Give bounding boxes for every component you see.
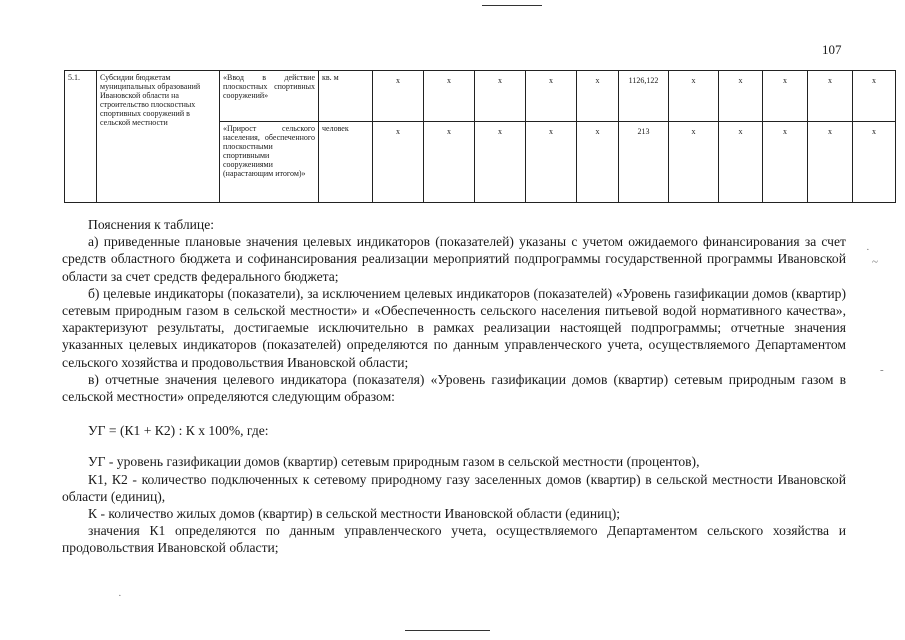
table-row [65,71,896,122]
value-cell: x [719,71,763,122]
page-number: 107 [822,42,842,57]
formula: УГ = (К1 + К2) : К х 100%, где: [88,423,269,439]
value-cell: x [424,71,475,122]
value-cell: x [669,122,719,203]
scan-speck: · [118,590,122,602]
scan-speck: - [880,364,884,376]
value-cell: x [577,122,619,203]
definition-k: К - количество жилых домов (квартир) в сельской местности Ивановской области (единиц); [88,506,621,522]
unit: кв. м [319,71,373,122]
indicators-table [64,70,896,203]
value-cell: x [475,71,526,122]
value-cell: x [763,71,808,122]
value-cell: x [669,71,719,122]
definition-ug: УГ - уровень газификации домов (квартир) сетевым природным газом в сельской местности (процентов), [88,454,700,470]
value-cell: x [577,71,619,122]
value-cell: x [808,71,853,122]
indicator-name: «Прирост сельского населения, обеспеченного плоскостными спортивными сооружениями (нарастающим итогом)» [220,122,319,203]
indicator-name: «Ввод в действие плоскостных спортивных сооружений» [220,71,319,122]
notes-heading: Пояснения к таблице: [88,217,215,232]
value-cell: x [719,122,763,203]
event-name: Субсидии бюджетам муниципальных образований Ивановской области на строительство плоскостных спортивных сооружений в сельской местности [97,71,220,203]
definition-k1-k2: К1, К2 - количество подключенных к сетевому природному газу заселенных домов (квартир) в сельской местности Ивановской области (единиц), [62,471,846,504]
value-cell: x [853,122,896,203]
value-cell: x [475,122,526,203]
definition-k1-source: значения К1 определяются по данным управленческого учета, осуществляемого Департаментом сельского хозяйства и продовольствия Ивановской области; [62,523,846,556]
scan-speck: · [866,244,870,256]
scan-edge-top [482,5,542,6]
value-cell: x [808,122,853,203]
note-paragraph-a: а) приведенные плановые значения целевых индикаторов (показателей) указаны с учетом ожидаемого финансирования за счет средств областного бюджета и софинансирования реализации мероприятий подпрограммы государственной программы Ивановской области за счет средств федерального бюджета; [62,234,846,284]
value-cell: x [763,122,808,203]
scan-speck: ~ [872,256,878,268]
value-cell: 1126,122 [619,71,669,122]
note-paragraph-b: б) целевые индикаторы (показатели), за исключением целевых индикаторов (показателей) «Уровень газификации домов (квартир) сетевым природным газом в сельской местности» и «Обеспеченность сельского населения питьевой водой нормативного качества», характеризуют результаты, достигаемые исключительно в рамках реализации настоящей подпрограммы; отчетные значения указанных целевых индикаторов (показателей) определяются по данным управленческого учета, осуществляемого Департаментом сельского хозяйства и продовольствия Ивановской области; [62,285,846,370]
value-cell: x [424,122,475,203]
notes-section [62,216,846,557]
scan-edge-bottom [405,630,490,631]
value-cell: x [526,71,577,122]
note-paragraph-c: в) отчетные значения целевого индикатора (показателя) «Уровень газификации домов (квартир) сетевым природным газом в сельской местности» определяются следующим образом: [62,371,846,405]
value-cell: 213 [619,122,669,203]
unit: человек [319,122,373,203]
value-cell: x [853,71,896,122]
value-cell: x [373,71,424,122]
value-cell: x [526,122,577,203]
value-cell: x [373,122,424,203]
row-number: 5.1. [65,71,97,203]
